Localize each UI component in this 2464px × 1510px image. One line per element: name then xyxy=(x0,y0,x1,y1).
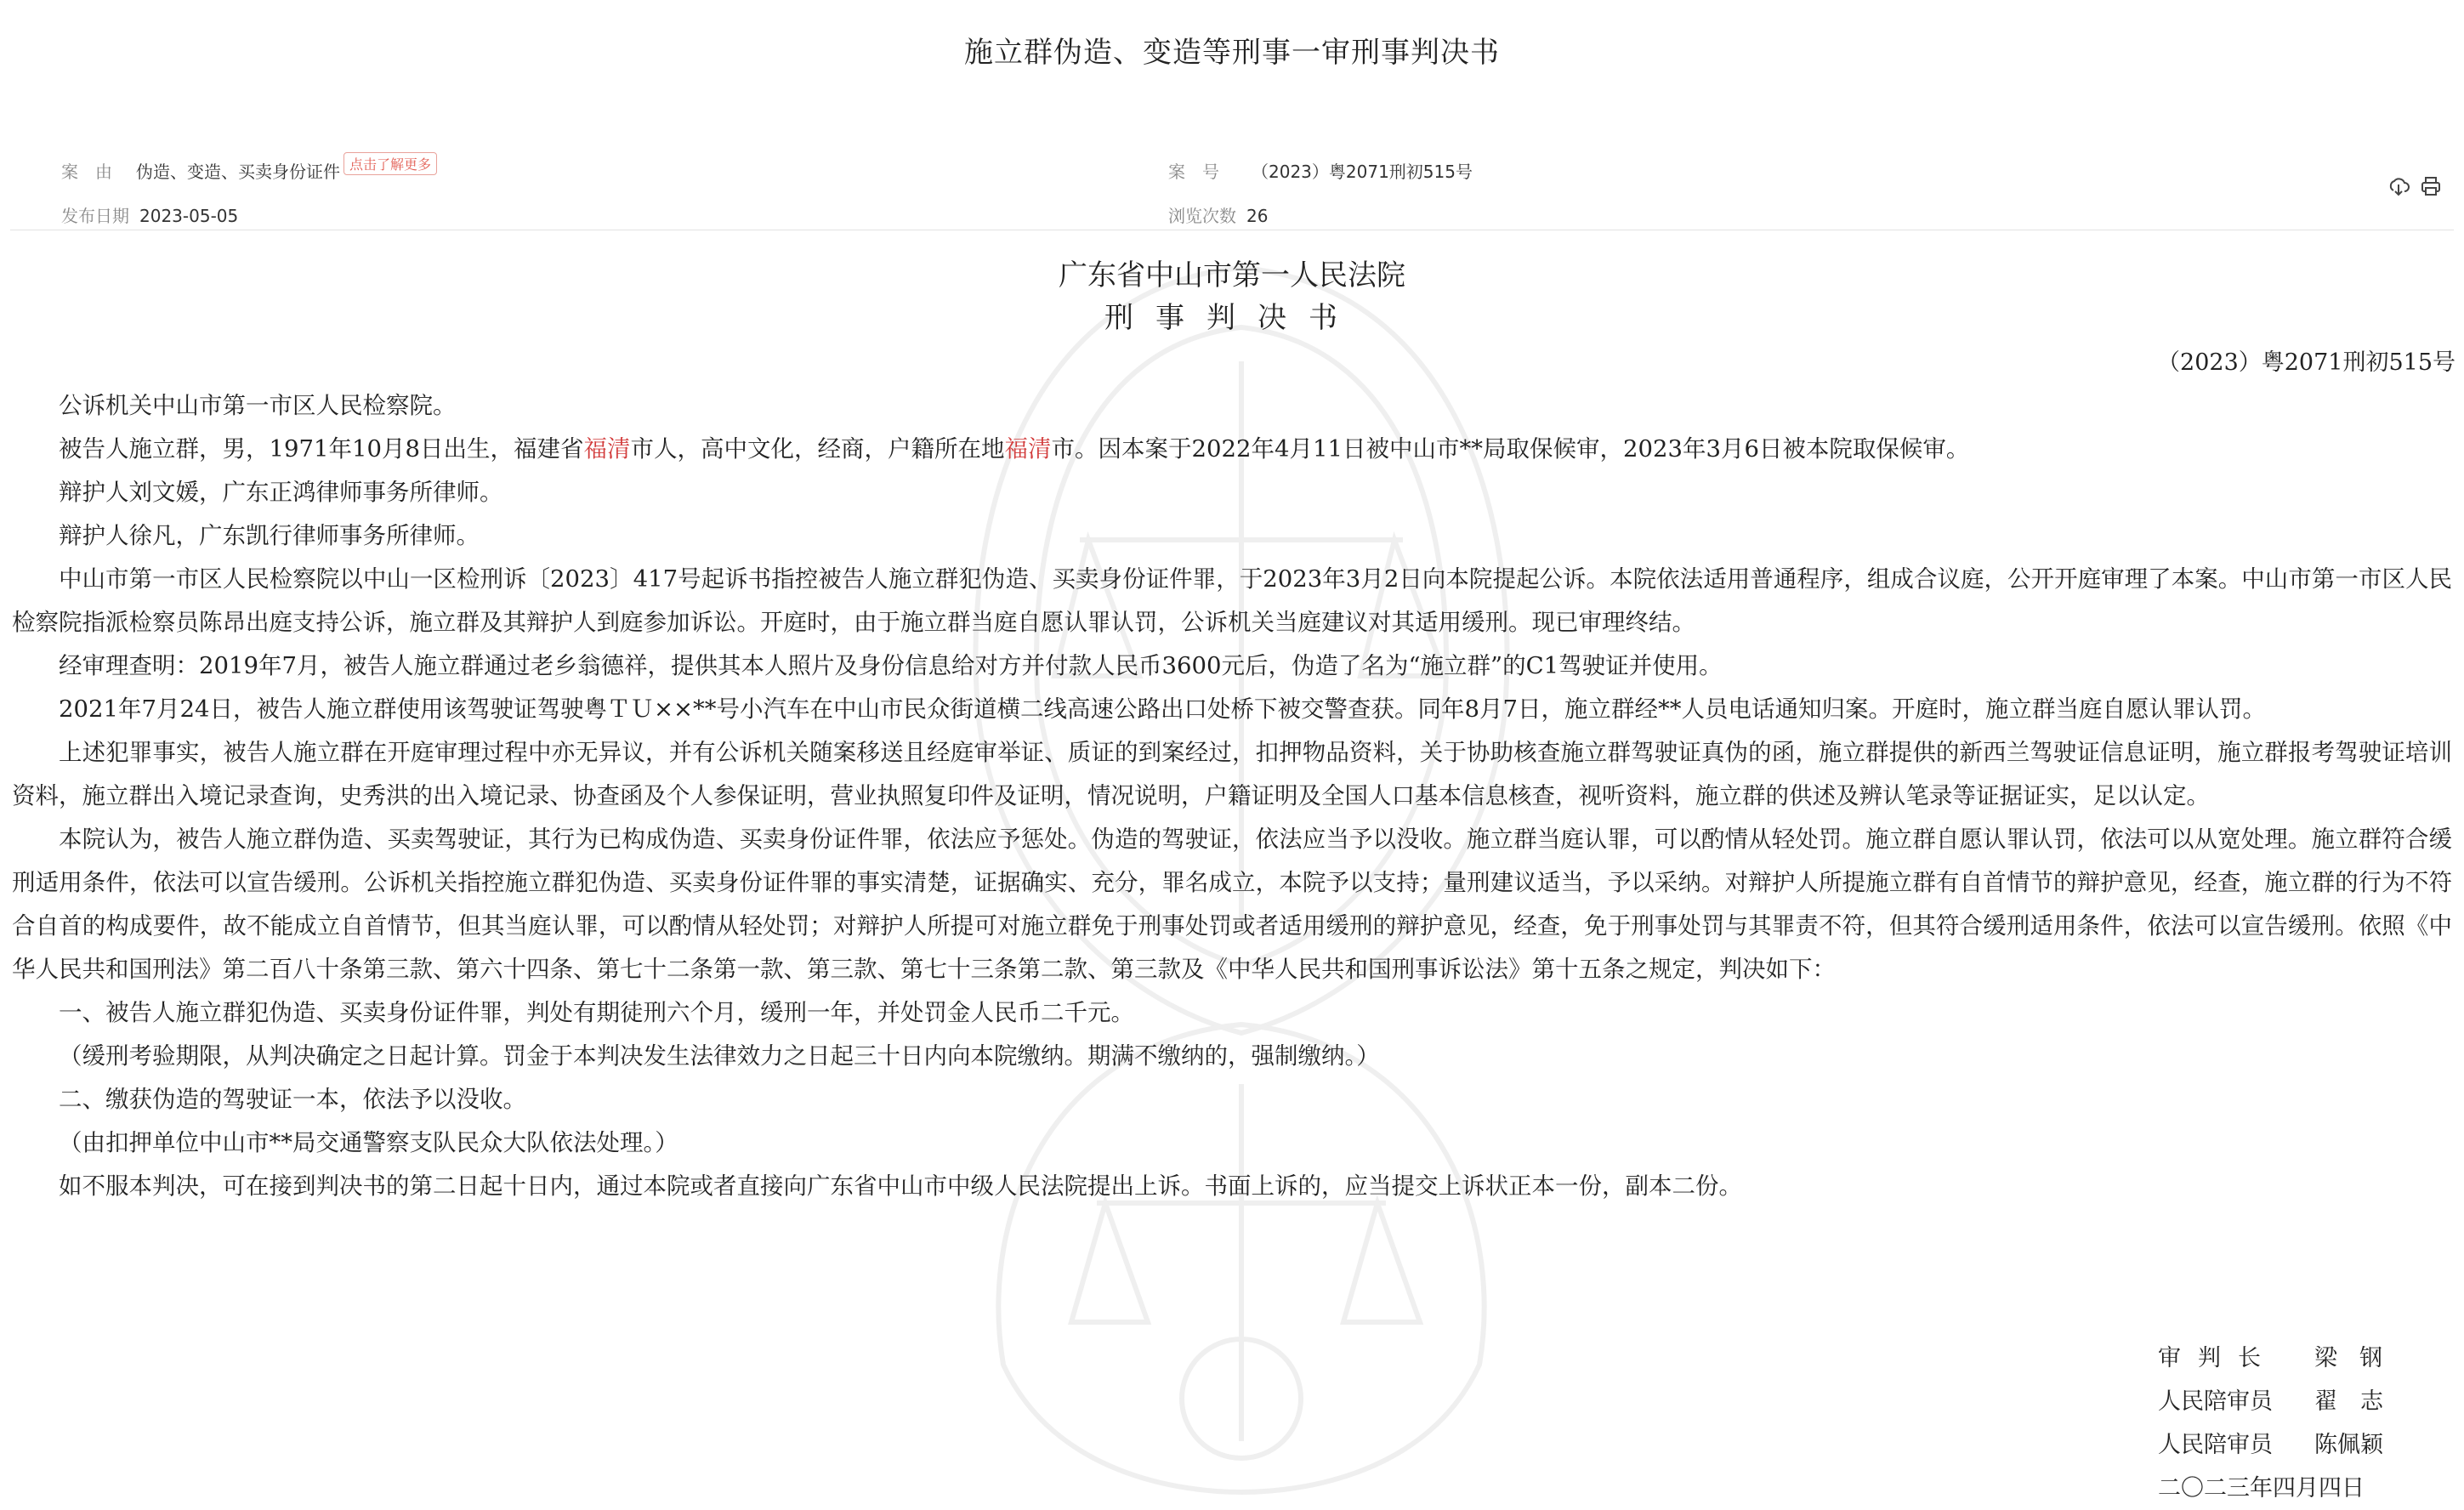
view-count-label: 浏览次数 xyxy=(1168,206,1236,226)
publish-date xyxy=(61,202,238,227)
case-number-meta xyxy=(1168,158,1473,183)
document-case-number: （2023）粤2071刑初515号 xyxy=(2157,349,2455,376)
signature-title: 人民陪审员 xyxy=(2158,1388,2273,1415)
signature-juror-1 xyxy=(2158,1380,2404,1423)
publish-date-label: 发布日期 xyxy=(61,206,129,226)
signature-name: 陈佩颖 xyxy=(2314,1432,2383,1458)
paragraph-prosecutor: 公诉机关中山市第一市区人民检察院。 xyxy=(59,392,457,419)
signature-name: 梁钢 xyxy=(2314,1345,2404,1371)
case-cause xyxy=(61,158,437,184)
paragraph-verdict-1-note: （缓刑考验期限，从判决确定之日起计算。罚金于本判决发生法律效力之日起三十日内向本院缴纳。期满不缴纳的，强制缴纳。） xyxy=(59,1042,1380,1070)
defendant-text-a: 被告人施立群，男，1971年10月8日出生，福建省 xyxy=(59,435,584,463)
signature-block xyxy=(2158,1337,2404,1510)
document-type: 刑事判决书 xyxy=(1104,301,1360,335)
court-name: 广东省中山市第一人民法院 xyxy=(1059,258,1405,292)
case-cause-value: 伪造、变造、买卖身份证件 xyxy=(136,162,340,182)
highlight-link[interactable]: 福清 xyxy=(583,435,631,463)
defendant-text-c: 市。因本案于2022年4月11日被中山市**局取保候审，2023年3月6日被本院取保候审。 xyxy=(1051,435,1970,463)
judgment-body xyxy=(12,384,2452,1208)
paragraph-incident: 2021年7月24日，被告人施立群使用该驾驶证驾驶粤ＴＵ××**号小汽车在中山市民众街道横二线高速公路出口处桥下被交警查获。同年8月7日，施立群经**人员电话通知归案。开庭时，施立群当庭自愿认罪认罚。 xyxy=(59,695,2267,723)
download-icon[interactable] xyxy=(2387,175,2410,197)
paragraph-defendant xyxy=(12,428,2452,471)
paragraph-appeal: 如不服本判决，可在接到判决书的第二日起十日内，通过本院或者直接向广东省中山市中级人民法院提出上诉。书面上诉的，应当提交上诉状正本一份，副本二份。 xyxy=(59,1172,1742,1200)
paragraph-findings: 经审理查明：2019年7月，被告人施立群通过老乡翁德祥，提供其本人照片及身份信息给对方并付款人民币3600元后，伪造了名为“施立群”的C1驾驶证并使用。 xyxy=(59,652,1723,679)
paragraph-verdict-2: 二、缴获伪造的驾驶证一本，依法予以没收。 xyxy=(59,1086,526,1113)
toolbar xyxy=(2387,175,2442,197)
signature-juror-2 xyxy=(2158,1423,2404,1467)
publish-date-value: 2023-05-05 xyxy=(139,206,239,226)
paragraph-verdict-1: 一、被告人施立群犯伪造、买卖身份证件罪，判处有期徒刑六个月，缓刑一年，并处罚金人民币二千元。 xyxy=(59,999,1134,1026)
view-count-value: 26 xyxy=(1246,206,1269,226)
signature-title: 审判长 xyxy=(2158,1345,2278,1371)
signature-title: 人民陪审员 xyxy=(2158,1432,2273,1458)
paragraph-reasoning: 本院认为，被告人施立群伪造、买卖驾驶证，其行为已构成伪造、买卖身份证件罪，依法应予惩处。伪造的驾驶证，依法应当予以没收。施立群当庭认罪，可以酌情从轻处罚。施立群自愿认罪认罚，依法可以从宽处理。施立群符合缓刑适用条件，依法可以宣告缓刑。公诉机关指控施立群犯伪造、买卖身份证件罪的事实清楚，证据确实、充分，罪名成立，本院予以支持；量刑建议适当，予以采纳。对辩护人所提施立群有自首情节的辩护意见，经查，施立群的行为不符合自首的构成要件，故不能成立自首情节，但其当庭认罪，可以酌情从轻处罚；对辩护人所提可对施立群免于刑事处罚或者适用缓刑的辩护意见，经查，免于刑事处罚与其罪责不符，但其符合缓刑适用条件，依法可以宣告缓刑。依照《中华人民共和国刑法》第二百八十条第三款、第六十四条、第七十二条第一款、第三款、第七十三条第二款、第三款及《中华人民共和国刑事诉讼法》第十五条之规定，判决如下： xyxy=(12,826,2452,983)
signature-presiding xyxy=(2158,1337,2404,1380)
case-number-label: 案号 xyxy=(1168,162,1236,182)
print-icon[interactable] xyxy=(2420,175,2442,197)
paragraph-verdict-2-note: （由扣押单位中山市**局交通警察支队民众大队依法处理。） xyxy=(59,1129,678,1156)
case-number-value: （2023）粤2071刑初515号 xyxy=(1252,162,1473,182)
learn-more-button[interactable]: 点击了解更多 xyxy=(343,152,437,175)
view-count xyxy=(1168,202,1268,227)
page-title: 施立群伪造、变造等刑事一审刑事判决书 xyxy=(964,36,1500,70)
highlight-link[interactable]: 福清 xyxy=(1004,435,1052,463)
paragraph-indictment: 中山市第一市区人民检察院以中山一区检刑诉〔2023〕417号起诉书指控被告人施立群犯伪造、买卖身份证件罪，于2023年3月2日向本院提起公诉。本院依法适用普通程序，组成合议庭，公开开庭审理了本案。中山市第一市区人民检察院指派检察员陈昂出庭支持公诉，施立群及其辩护人到庭参加诉讼。开庭时，由于施立群当庭自愿认罪认罚，公诉机关当庭建议对其适用缓刑。现已审理终结。 xyxy=(12,565,2452,636)
case-cause-label: 案由 xyxy=(61,162,129,182)
paragraph-defender-2: 辩护人徐凡，广东凯行律师事务所律师。 xyxy=(59,522,480,549)
paragraph-defender-1: 辩护人刘文媛，广东正鸿律师事务所律师。 xyxy=(59,479,503,506)
judgment-date: 二〇二三年四月四日 xyxy=(2158,1475,2365,1501)
defendant-text-b: 市人，高中文化，经商，户籍所在地 xyxy=(630,435,1005,463)
paragraph-evidence: 上述犯罪事实，被告人施立群在开庭审理过程中亦无异议，并有公诉机关随案移送且经庭审举证、质证的到案经过，扣押物品资料，关于协助核查施立群驾驶证真伪的函，施立群提供的新西兰驾驶证信息证明，施立群报考驾驶证培训资料，施立群出入境记录查询，史秀洪的出入境记录、协查函及个人参保证明，营业执照复印件及证明，情况说明，户籍证明及全国人口基本信息核查，视听资料，施立群的供述及辨认笔录等证据证实，足以认定。 xyxy=(12,739,2452,809)
signature-name: 翟 志 xyxy=(2314,1388,2383,1415)
